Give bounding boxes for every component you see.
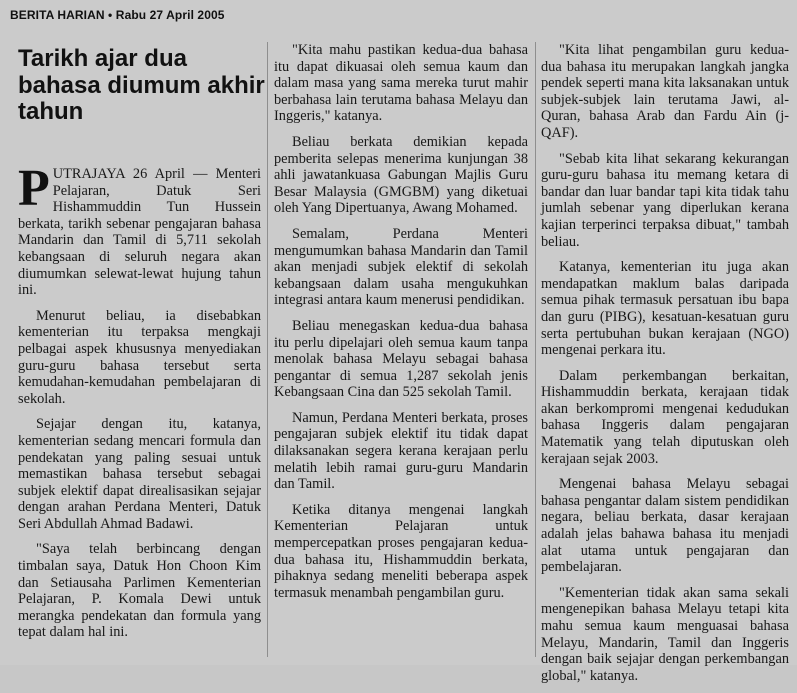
lead-paragraph	[18, 160, 261, 299]
paragraph: "Sebab kita lihat sekarang kekurangan guru-guru bahasa itu memang ketara di bandar dan luar bandar tapi kita tidak tahu jumlah sebenar yang diperlukan kerana kajian terperinci terpaksa dibuat," tambah beliau.	[541, 150, 789, 250]
headline: Tarikh ajar dua bahasa diumum akhir tahun	[18, 45, 265, 125]
paragraph: "Kita mahu pastikan kedua-dua bahasa itu dapat dikuasai oleh semua kaum dan dalam masa yang sama mereka turut mahir berbahasa lain terutama bahasa Melayu dan Inggeris," katanya.	[274, 42, 528, 125]
column-rule-2	[535, 42, 536, 657]
paragraph: Katanya, kementerian itu juga akan mendapatkan maklum balas daripada semua pihak termasuk persatuan ibu bapa dan guru (PIBG), kesatuan-kesatuan guru serta pertubuhan bukan kerajaan (NGO) mengenai perkara itu.	[541, 259, 789, 359]
paragraph: Dalam perkembangan berkaitan, Hishammuddin berkata, kerajaan tidak akan berkompromi mengenai kedudukan bahasa Inggeris dalam pengajaran Matematik yang telah diputuskan oleh kerajaan sejak 2003.	[541, 367, 789, 467]
paragraph: Ketika ditanya mengenai langkah Kementerian Pelajaran untuk mempercepatkan proses pengajaran kedua-dua bahasa itu, Hishammuddin berkata, pihaknya sedang meneliti beberapa aspek termasuk menambah pengambilan guru.	[274, 501, 528, 601]
paragraph: Beliau menegaskan kedua-dua bahasa itu perlu dipelajari oleh semua kaum tanpa menolak bahasa Melayu sebagai bahasa pengantar di semua 1,287 sekolah jenis Kebangsaan Cina dan 525 sekolah Tamil.	[274, 317, 528, 401]
paragraph: Mengenai bahasa Melayu sebagai bahasa pengantar dalam sistem pendidikan negara, beliau berkata, dasar kerajaan adalah jelas bahawa bahasa itu menjadi alat utama untuk pengajaran dan pembelajaran.	[541, 476, 789, 576]
paragraph: "Kita lihat pengambilan guru kedua-dua bahasa itu merupakan langkah jangka pendek seperti mana kita laksanakan untuk subjek-subjek lain terutama Jawi, al-Quran, bahasa Arab dan Fardu Ain (j-QAF).	[541, 42, 789, 141]
paragraph: Sejajar dengan itu, katanya, kementerian sedang mencari formula dan pendekatan yang paling sesuai untuk memastikan bahasa tersebut sebagai subjek elektif dapat direalisasikan sejajar dengan arahan Perdana Menteri, Datuk Seri Abdullah Ahmad Badawi.	[18, 416, 261, 532]
drop-cap: P	[18, 160, 50, 217]
paragraph: Beliau berkata demikian kepada pemberita selepas menerima kunjungan 38 ahli jawatankuasa Gabungan Majlis Guru Besar Malaysia (GMGBM) yang diketuai oleh Yang Dipertuanya, Awang Mohamed.	[274, 133, 528, 217]
column-1	[18, 160, 261, 650]
paragraph: "Kementerian tidak akan sama sekali mengenepikan bahasa Melayu tetapi kita mahu semua kaum menguasai bahasa Melayu, Mandarin, Tamil dan Inggeris dengan baik sejajar dengan perkembangan global," katanya.	[541, 584, 789, 684]
masthead: BERITA HARIAN • Rabu 27 April 2005	[10, 8, 225, 22]
paragraph: Menurut beliau, ia disebabkan kementerian itu terpaksa mengkaji pelbagai aspek khususnya menyediakan guru-guru bahasa tersebut serta kemudahan-kemudahan pembelajaran di sekolah.	[18, 307, 261, 407]
paragraph: Namun, Perdana Menteri berkata, proses pengajaran subjek elektif itu tidak dapat dilaksanakan segera kerana kerajaan perlu melatih lebih ramai guru-guru Mandarin dan Tamil.	[274, 409, 528, 493]
column-2	[274, 42, 528, 610]
lead-text: UTRAJAYA 26 April — Menteri Pelajaran, Datuk Seri Hishammuddin Tun Hussein berkata, tarikh sebenar pengajaran bahasa Mandarin dan Tamil di 5,711 sekolah kebangsaan di seluruh negara akan diumumkan selewat-lewat hujung tahun ini.	[18, 166, 261, 299]
paragraph: Semalam, Perdana Menteri mengumumkan bahasa Mandarin dan Tamil akan menjadi subjek elektif di sekolah kebangsaan dalam usaha mengukuhkan integrasi antara kaum menerusi pendidikan.	[274, 225, 528, 309]
column-3	[541, 42, 789, 693]
paragraph: "Saya telah berbincang dengan timbalan saya, Datuk Hon Choon Kim dan Setiausaha Parlimen Kementerian Pelajaran, P. Komala Dewi untuk merangka pendekatan dan formula yang tepat dalam hal ini.	[18, 541, 261, 641]
column-rule-1	[267, 42, 268, 657]
